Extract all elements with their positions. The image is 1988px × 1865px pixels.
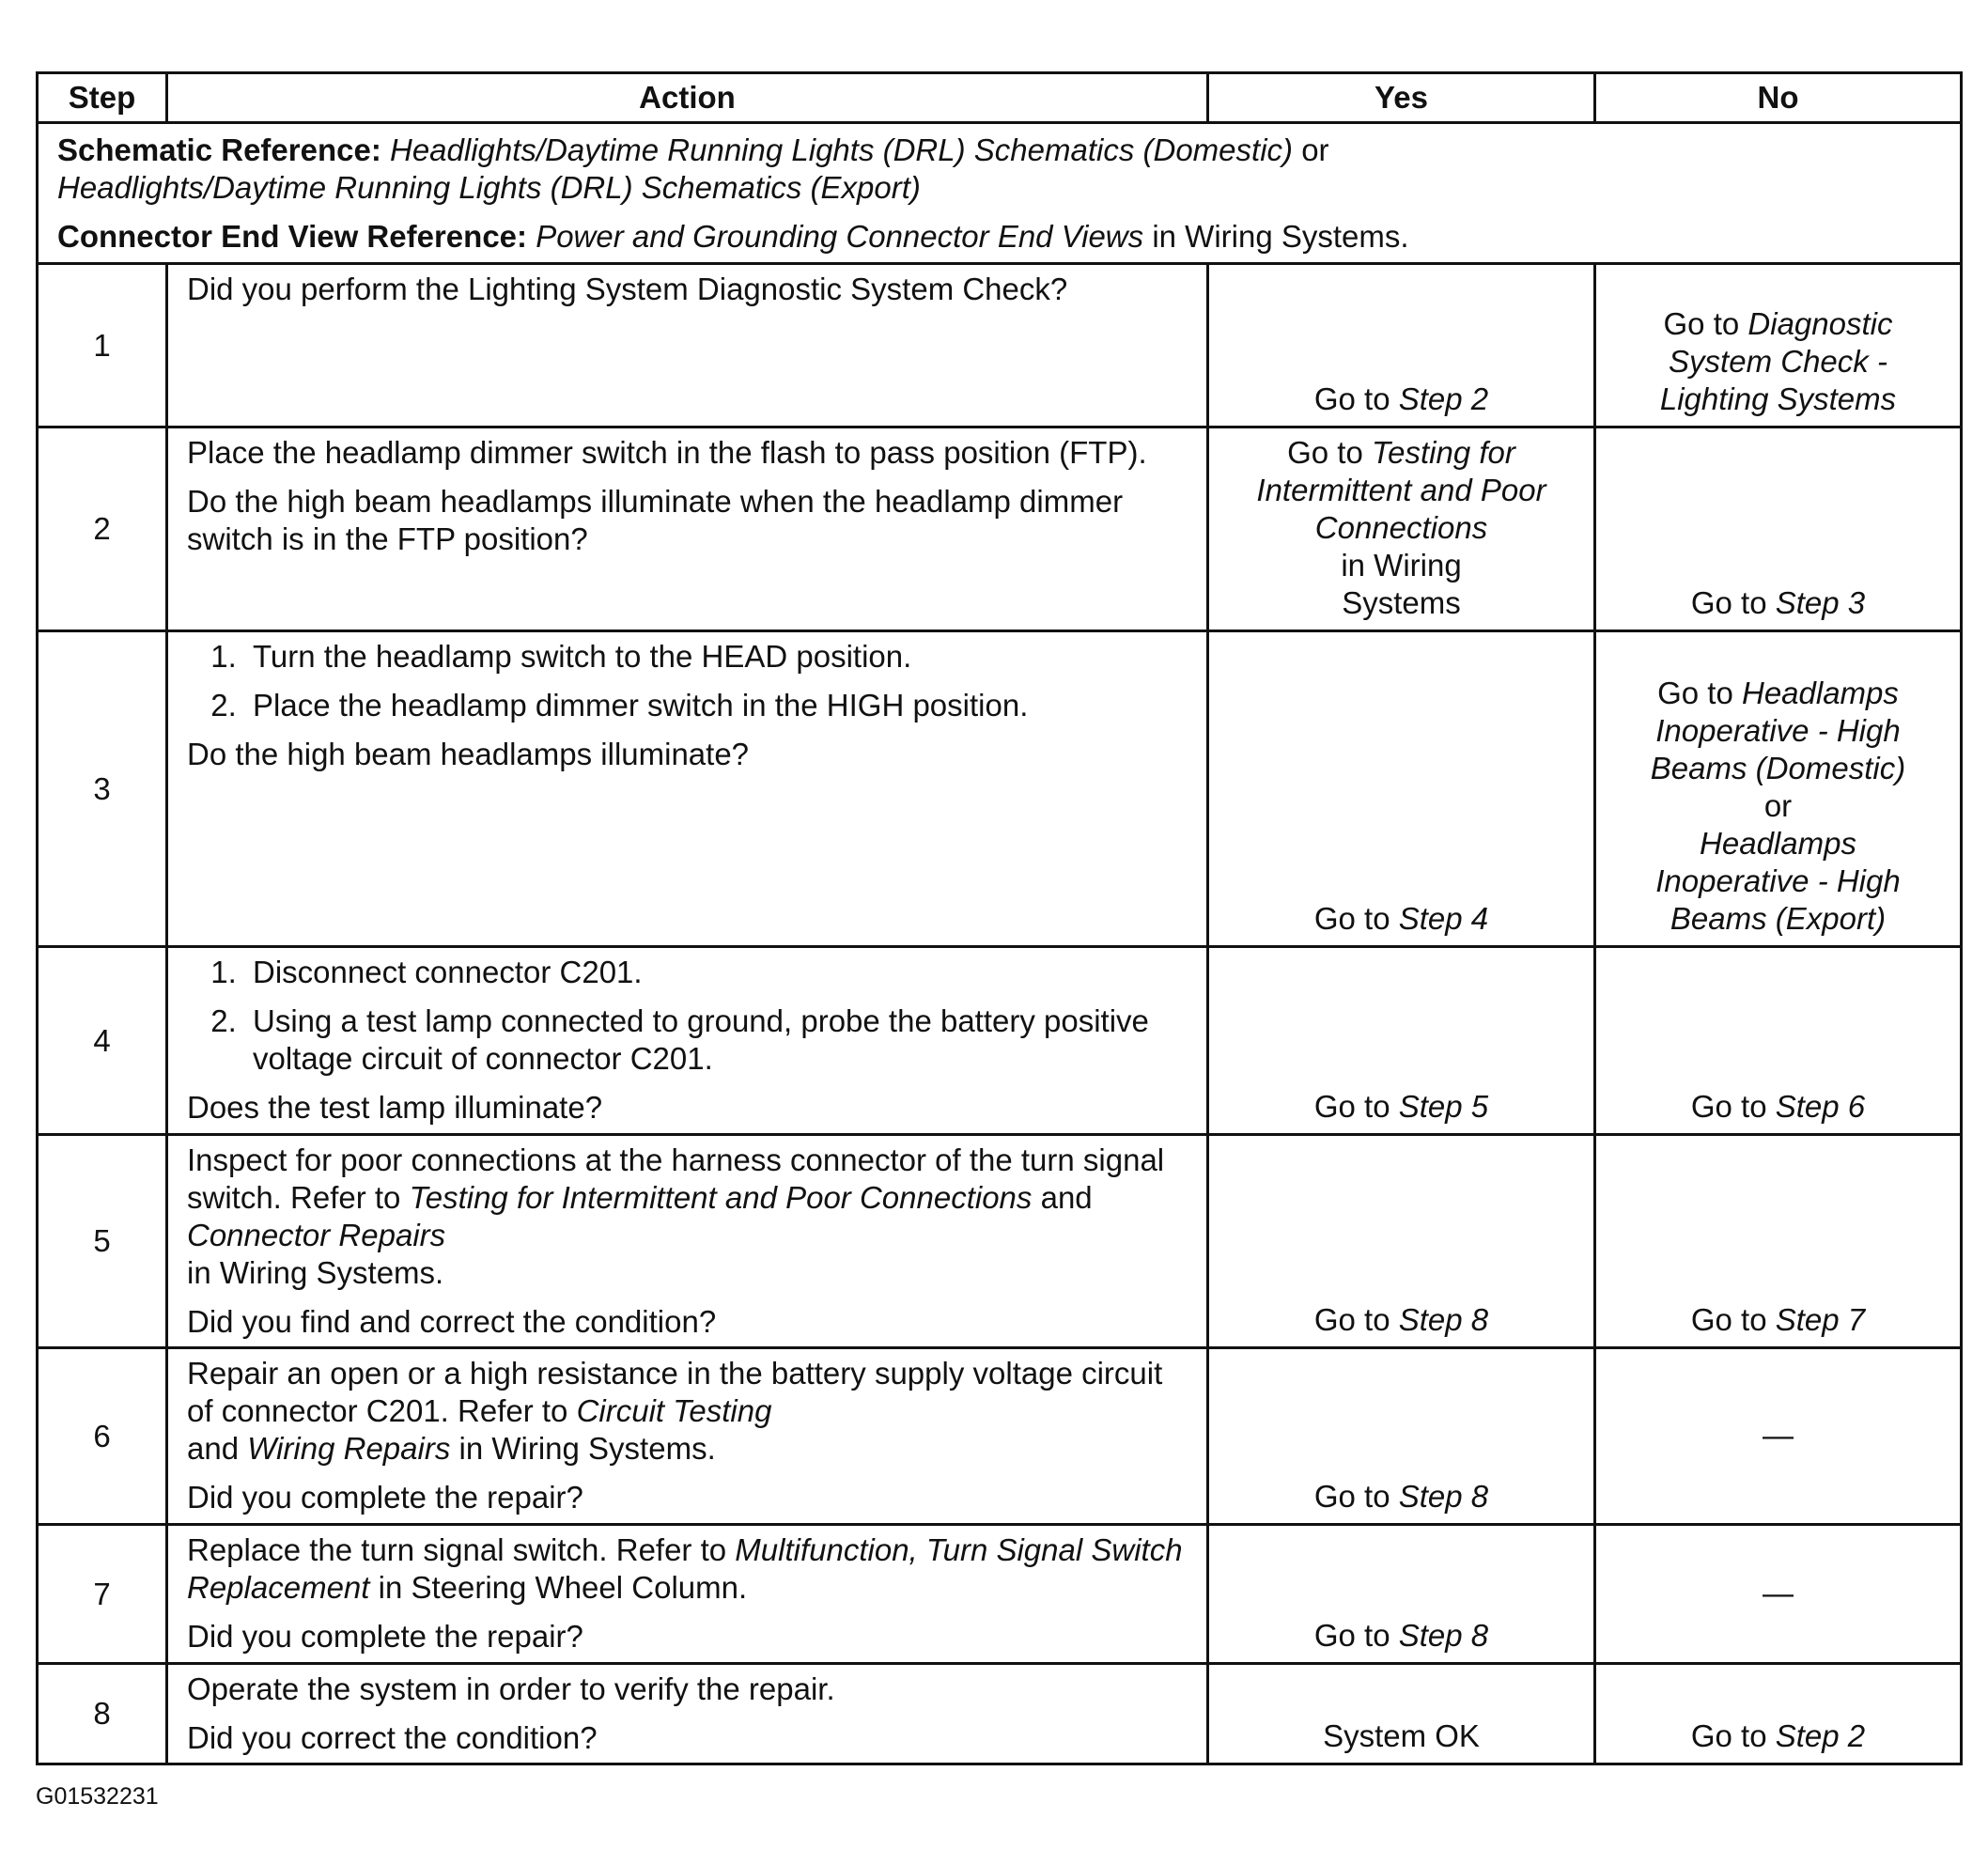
yes-goto-text: Go to [1313,1089,1390,1124]
yes-reference-suffix: in Wiring [1341,548,1462,583]
header-yes: Yes [1208,73,1595,123]
yes-goto-text: Go to [1313,381,1390,416]
action-steps-list [187,954,1188,1078]
action-instruction [187,1531,1188,1607]
schematic-reference-link-domestic[interactable]: Headlights/Daytime Running Lights (DRL) Schematics (Domestic) [390,132,1294,167]
no-cell [1595,1664,1962,1764]
no-cell [1595,427,1962,631]
action-cell [167,1664,1208,1764]
action-text: and [187,1431,240,1466]
connector-reference-label: Connector End View Reference: [57,219,528,254]
no-cell [1595,1135,1962,1348]
action-text: Inspect for poor connections at the harness connector of the turn signal switch. Refer to [187,1142,1165,1215]
yes-cell [1208,947,1595,1135]
no-cell [1595,631,1962,947]
header-action: Action [167,73,1208,123]
schematic-reference-or: or [1301,132,1329,167]
yes-reference-link[interactable]: Connections [1314,510,1488,545]
schematic-reference-link-export[interactable]: Headlights/Daytime Running Lights (DRL) Schematics (Export) [57,170,921,205]
action-reference-link[interactable]: Circuit Testing [576,1393,772,1428]
no-reference-link[interactable]: Headlamps [1741,676,1899,710]
yes-cell [1208,1348,1595,1525]
yes-cell [1208,264,1595,427]
no-reference-link[interactable]: Diagnostic [1747,306,1893,341]
yes-goto-text: Go to [1313,901,1390,936]
action-reference-link[interactable]: Multifunction, Turn Signal Switch Replacement [187,1532,1183,1605]
reference-cell [38,123,1962,264]
no-reference-link[interactable]: Beams (Domestic) [1650,751,1906,785]
action-step-item: 2. Place the headlamp dimmer switch in the HIGH position. [245,687,1188,724]
no-reference-link[interactable]: Beams (Export) [1670,901,1887,936]
header-step: Step [38,73,167,123]
table-row [38,1664,1962,1764]
header-no: No [1595,73,1962,123]
action-instruction: Operate the system in order to verify the repair. [187,1671,835,1706]
action-cell [167,631,1208,947]
step-number: 4 [38,947,167,1135]
connector-reference-link[interactable]: Power and Grounding Connector End Views [536,219,1144,254]
yes-step-link[interactable]: Step 5 [1398,1089,1489,1124]
no-step-link[interactable]: Step 3 [1775,585,1866,620]
action-question: Did you complete the repair? [187,1480,583,1515]
yes-reference-suffix: Systems [1342,585,1461,620]
figure-id: G01532231 [36,1783,159,1810]
action-cell [167,1135,1208,1348]
action-reference-link[interactable]: Testing for Intermittent and Poor Connections [409,1180,1033,1215]
no-reference-link[interactable]: Inoperative - High [1655,863,1901,898]
no-cell [1595,1525,1962,1664]
no-cell [1595,264,1962,427]
yes-cell [1208,1135,1595,1348]
action-text: Repair an open or a high resistance in the battery supply voltage circuit of connector C201. Refer to [187,1356,1163,1428]
connector-reference [57,218,1941,256]
no-cell [1595,1348,1962,1525]
no-step-link[interactable]: Step 7 [1775,1302,1866,1337]
table-row [38,947,1962,1135]
table-row [38,264,1962,427]
no-dash: — [1763,1575,1794,1610]
yes-goto-text: Go to [1313,1618,1390,1653]
action-cell [167,1525,1208,1664]
step-number: 1 [38,264,167,427]
step-number: 5 [38,1135,167,1348]
action-question: Did you perform the Lighting System Diagnostic System Check? [187,272,1068,306]
yes-result-text: System OK [1323,1718,1480,1753]
action-text: in Wiring Systems. [458,1431,716,1466]
table-row [38,427,1962,631]
action-cell [167,264,1208,427]
action-question: Do the high beam headlamps illuminate? [187,737,750,771]
header-row [38,73,1962,123]
yes-goto-text: Go to [1287,435,1363,470]
action-step-item: 1. Disconnect connector C201. [245,954,1188,991]
yes-goto-text: Go to [1313,1302,1390,1337]
action-instruction [187,1355,1188,1468]
step-number: 3 [38,631,167,947]
action-instruction: Place the headlamp dimmer switch in the flash to pass position (FTP). [187,435,1147,470]
action-text: in Wiring Systems. [187,1255,444,1290]
action-text: Replace the turn signal switch. Refer to [187,1532,727,1567]
no-goto-text: Go to [1663,306,1740,341]
yes-step-link[interactable]: Step 8 [1398,1618,1489,1653]
yes-step-link[interactable]: Step 8 [1398,1479,1489,1514]
action-step-item: 1. Turn the headlamp switch to the HEAD position. [245,638,1188,676]
no-goto-text: Go to [1690,1718,1767,1753]
connector-reference-suffix: in Wiring Systems. [1152,219,1409,254]
yes-reference-link[interactable]: Testing for [1372,435,1515,470]
yes-cell [1208,1664,1595,1764]
action-question: Do the high beam headlamps illuminate when the headlamp dimmer switch is in the FTP position? [187,484,1124,556]
step-number: 7 [38,1525,167,1664]
no-reference-link[interactable]: Headlamps [1700,826,1856,861]
action-question: Did you complete the repair? [187,1619,583,1654]
no-goto-text: Go to [1690,1089,1767,1124]
reference-row [38,123,1962,264]
step-number: 8 [38,1664,167,1764]
yes-reference-link[interactable]: Intermittent and Poor [1256,473,1546,507]
no-goto-text: Go to [1690,585,1767,620]
table-row [38,1348,1962,1525]
no-goto-text: Go to [1690,1302,1767,1337]
schematic-reference [57,132,1941,207]
no-cell [1595,947,1962,1135]
table-row [38,1135,1962,1348]
yes-cell [1208,631,1595,947]
table-row [38,631,1962,947]
action-cell [167,1348,1208,1525]
action-steps-list [187,638,1188,724]
yes-cell [1208,427,1595,631]
no-reference-link[interactable]: System Check - [1669,344,1887,379]
yes-cell [1208,1525,1595,1664]
action-question: Did you find and correct the condition? [187,1304,717,1339]
action-text: and [1040,1180,1093,1215]
action-cell [167,427,1208,631]
yes-step-link[interactable]: Step 2 [1398,381,1489,416]
step-number: 6 [38,1348,167,1525]
action-reference-link[interactable]: Connector Repairs [187,1218,446,1252]
schematic-reference-label: Schematic Reference: [57,132,381,167]
yes-step-link[interactable]: Step 4 [1398,901,1489,936]
no-dash: — [1763,1417,1794,1453]
action-question: Did you correct the condition? [187,1720,598,1755]
no-reference-link[interactable]: Lighting Systems [1659,381,1897,416]
diagnostic-table [36,71,1963,1765]
no-step-link[interactable]: Step 6 [1775,1089,1866,1124]
step-number: 2 [38,427,167,631]
action-question: Does the test lamp illuminate? [187,1090,603,1125]
no-reference-link[interactable]: Inoperative - High [1655,713,1901,748]
no-or-text: or [1763,788,1793,823]
yes-goto-text: Go to [1313,1479,1390,1514]
action-reference-link[interactable]: Wiring Repairs [247,1431,451,1466]
action-step-item: 2. Using a test lamp connected to ground, probe the battery positive voltage circuit of connector C201. [245,1002,1188,1078]
no-step-link[interactable]: Step 2 [1775,1718,1866,1753]
no-goto-text: Go to [1657,676,1733,710]
action-instruction [187,1142,1188,1292]
yes-step-link[interactable]: Step 8 [1398,1302,1489,1337]
action-text: in Steering Wheel Column. [378,1570,748,1605]
table-row [38,1525,1962,1664]
action-cell [167,947,1208,1135]
